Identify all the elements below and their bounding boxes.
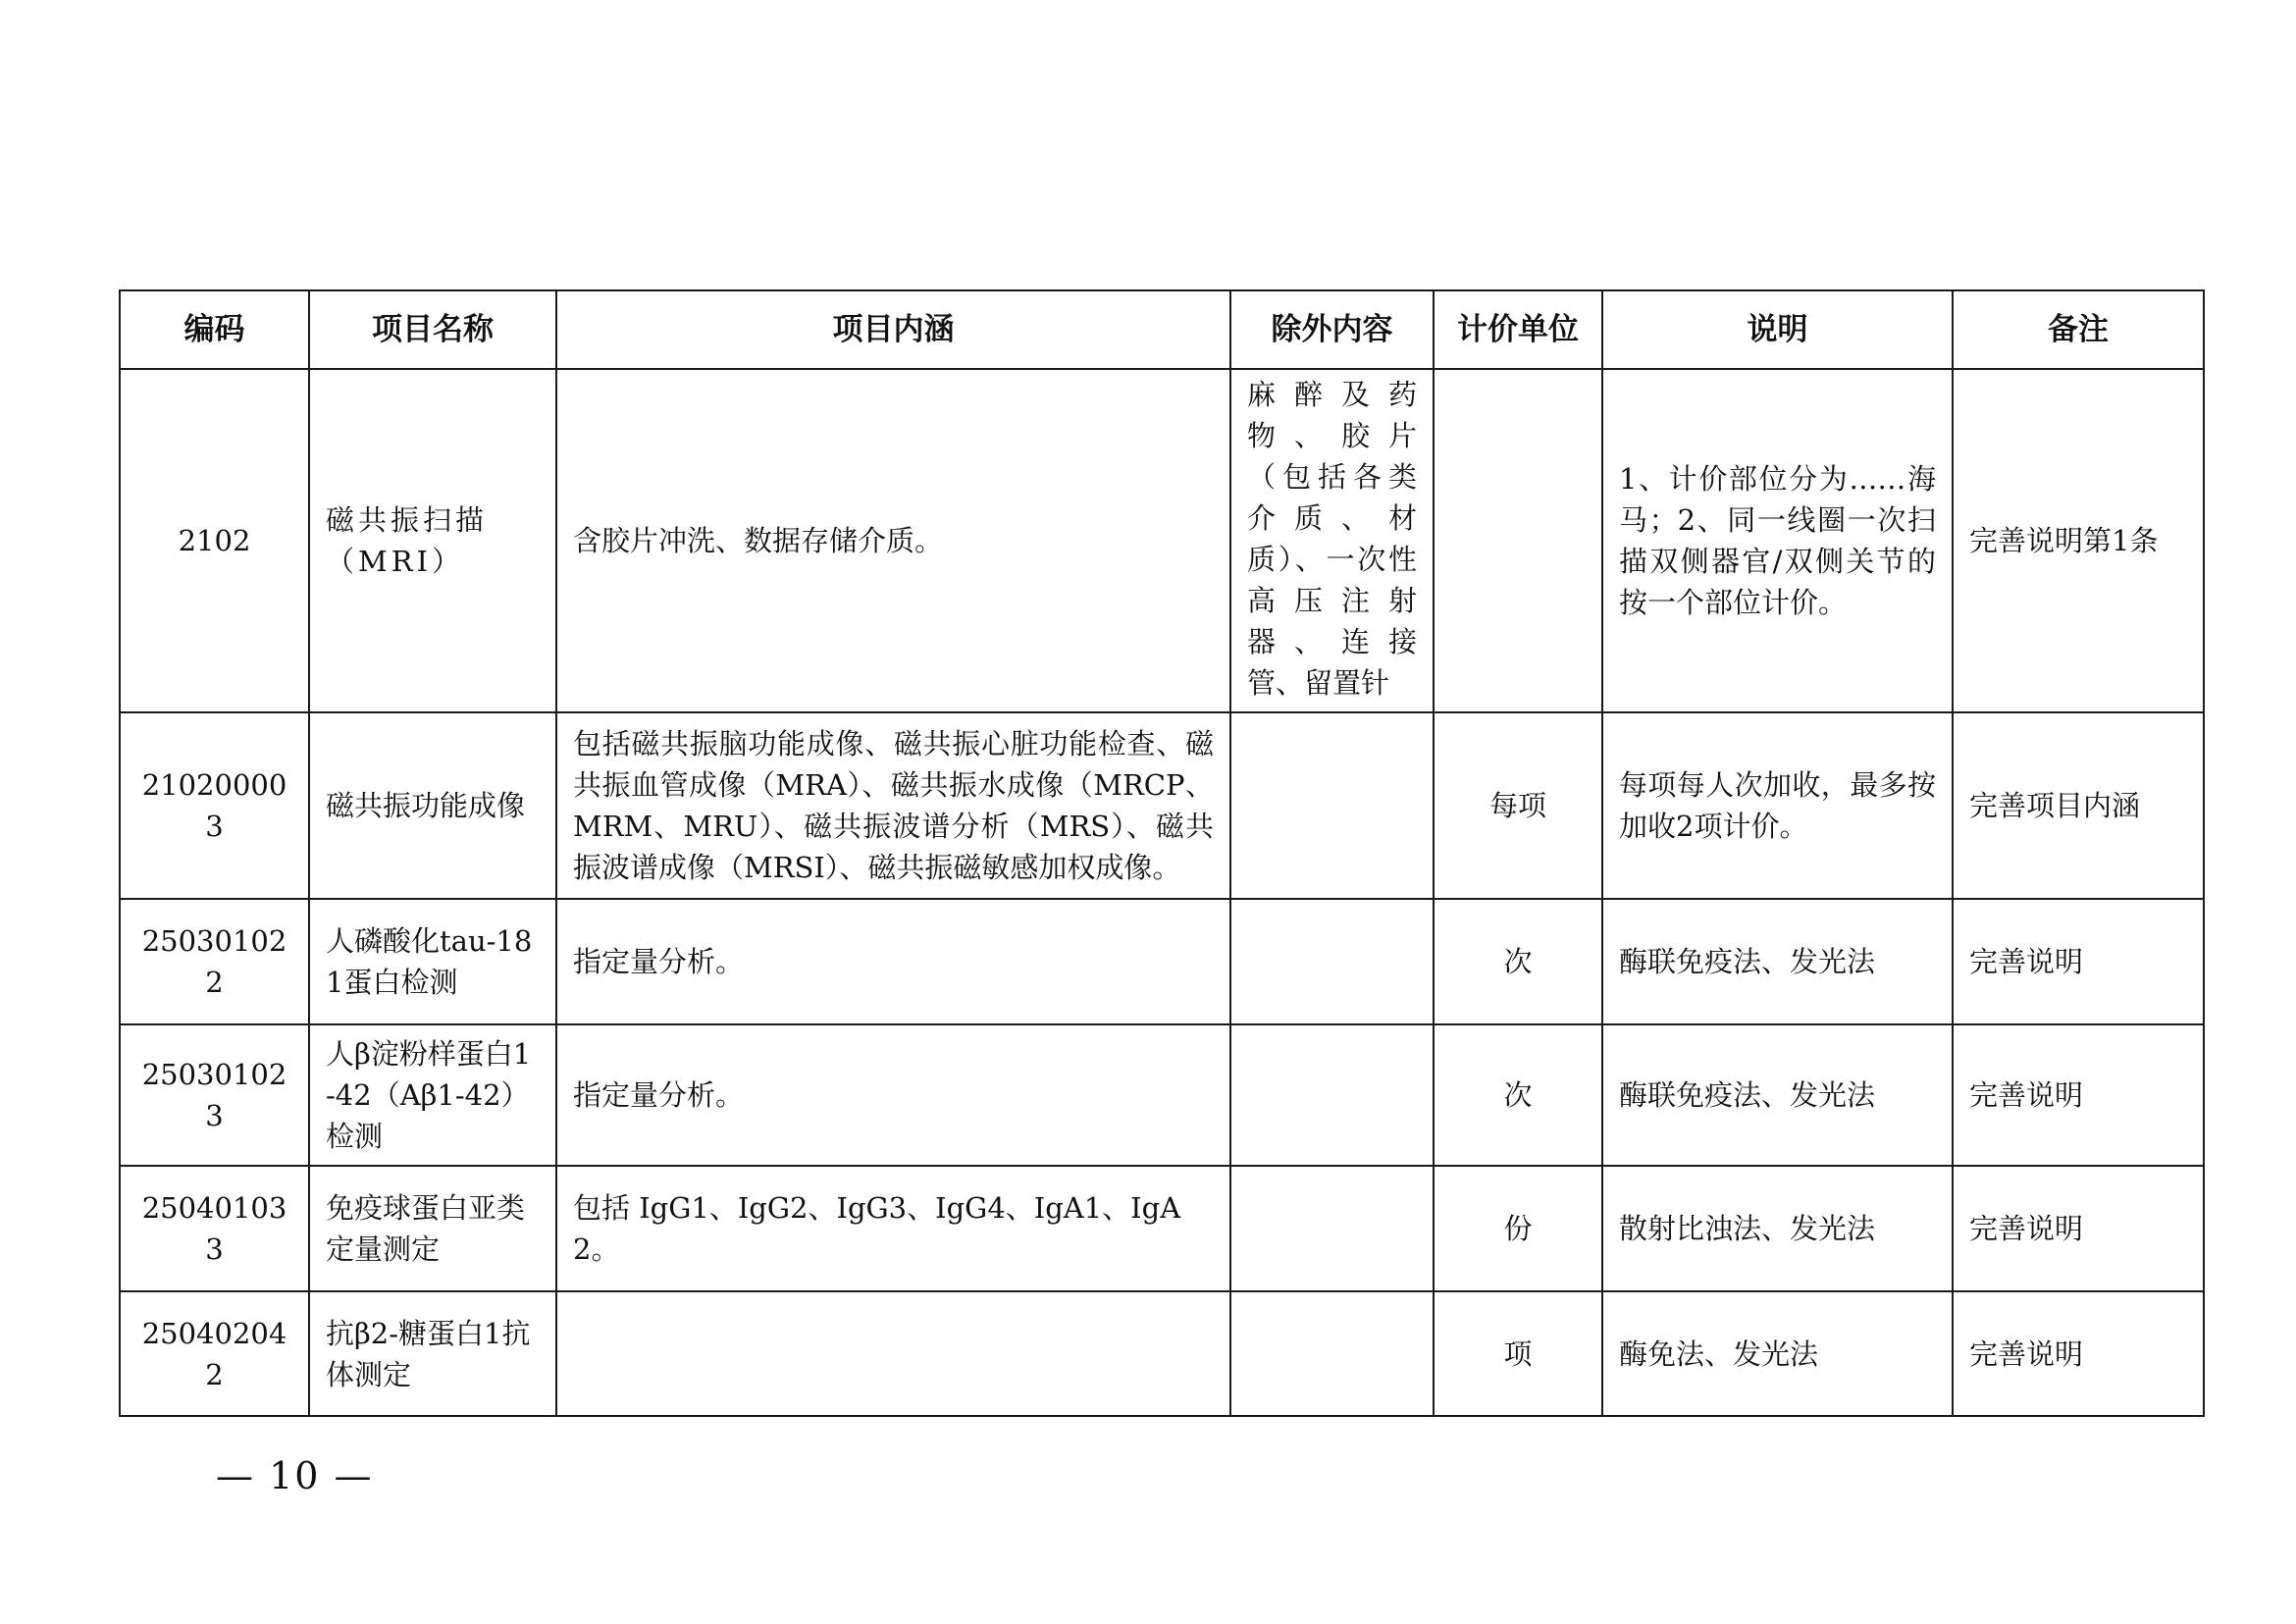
cell-name: 磁共振功能成像 bbox=[309, 712, 556, 899]
cell-code: 2102 bbox=[120, 369, 309, 712]
cell-remarks: 完善说明 bbox=[1953, 899, 2204, 1024]
cell-unit: 份 bbox=[1434, 1166, 1602, 1291]
table-row bbox=[120, 899, 2204, 1024]
cell-content bbox=[556, 1291, 1230, 1416]
cell-content: 含胶片冲洗、数据存储介质。 bbox=[556, 369, 1230, 712]
cell-content: 指定量分析。 bbox=[556, 1024, 1230, 1166]
cell-name: 人磷酸化tau-181蛋白检测 bbox=[309, 899, 556, 1024]
cell-remarks: 完善说明 bbox=[1953, 1024, 2204, 1166]
header-content: 项目内涵 bbox=[556, 290, 1230, 369]
cell-description: 酶联免疫法、发光法 bbox=[1602, 899, 1953, 1024]
cell-unit: 每项 bbox=[1434, 712, 1602, 899]
fee-item-table bbox=[119, 289, 2205, 1417]
header-exclusions: 除外内容 bbox=[1230, 290, 1434, 369]
cell-unit bbox=[1434, 369, 1602, 712]
cell-exclusions bbox=[1230, 712, 1434, 899]
cell-name: 抗β2-糖蛋白1抗体测定 bbox=[309, 1291, 556, 1416]
cell-description: 散射比浊法、发光法 bbox=[1602, 1166, 1953, 1291]
cell-name: 磁共振扫描（MRI） bbox=[309, 369, 556, 712]
table-row bbox=[120, 369, 2204, 712]
cell-exclusions bbox=[1230, 1291, 1434, 1416]
header-description: 说明 bbox=[1602, 290, 1953, 369]
cell-remarks: 完善项目内涵 bbox=[1953, 712, 2204, 899]
cell-remarks: 完善说明 bbox=[1953, 1291, 2204, 1416]
cell-content: 包括磁共振脑功能成像、磁共振心脏功能检查、磁共振血管成像（MRA）、磁共振水成像（MRCP、MRM、MRU）、磁共振波谱分析（MRS）、磁共振波谱成像（MRSI）、磁共振磁敏感加权成像。 bbox=[556, 712, 1230, 899]
cell-remarks: 完善说明第1条 bbox=[1953, 369, 2204, 712]
cell-content: 包括 IgG1、IgG2、IgG3、IgG4、IgA1、IgA2。 bbox=[556, 1166, 1230, 1291]
cell-code: 250301022 bbox=[120, 899, 309, 1024]
cell-exclusions bbox=[1230, 1024, 1434, 1166]
page-number: — 10 — bbox=[216, 1454, 374, 1497]
cell-remarks: 完善说明 bbox=[1953, 1166, 2204, 1291]
cell-unit: 次 bbox=[1434, 1024, 1602, 1166]
cell-code: 250401033 bbox=[120, 1166, 309, 1291]
cell-description: 酶免法、发光法 bbox=[1602, 1291, 1953, 1416]
table-row bbox=[120, 1291, 2204, 1416]
cell-code: 250301023 bbox=[120, 1024, 309, 1166]
header-name: 项目名称 bbox=[309, 290, 556, 369]
cell-code: 250402042 bbox=[120, 1291, 309, 1416]
table-row bbox=[120, 1024, 2204, 1166]
cell-name: 免疫球蛋白亚类定量测定 bbox=[309, 1166, 556, 1291]
table-row bbox=[120, 712, 2204, 899]
header-code: 编码 bbox=[120, 290, 309, 369]
cell-name: 人β淀粉样蛋白1-42（Aβ1-42）检测 bbox=[309, 1024, 556, 1166]
cell-unit: 次 bbox=[1434, 899, 1602, 1024]
cell-code: 210200003 bbox=[120, 712, 309, 899]
cell-description: 每项每人次加收，最多按加收2项计价。 bbox=[1602, 712, 1953, 899]
cell-unit: 项 bbox=[1434, 1291, 1602, 1416]
header-unit: 计价单位 bbox=[1434, 290, 1602, 369]
cell-description: 1、计价部位分为……海马；2、同一线圈一次扫描双侧器官/双侧关节的按一个部位计价。 bbox=[1602, 369, 1953, 712]
cell-exclusions: 麻醉及药物、胶片（包括各类介质、材质）、一次性高压注射器、连接管、留置针 bbox=[1230, 369, 1434, 712]
cell-content: 指定量分析。 bbox=[556, 899, 1230, 1024]
table-row bbox=[120, 1166, 2204, 1291]
cell-description: 酶联免疫法、发光法 bbox=[1602, 1024, 1953, 1166]
header-remarks: 备注 bbox=[1953, 290, 2204, 369]
table-header-row bbox=[120, 290, 2204, 369]
cell-exclusions bbox=[1230, 1166, 1434, 1291]
cell-exclusions bbox=[1230, 899, 1434, 1024]
